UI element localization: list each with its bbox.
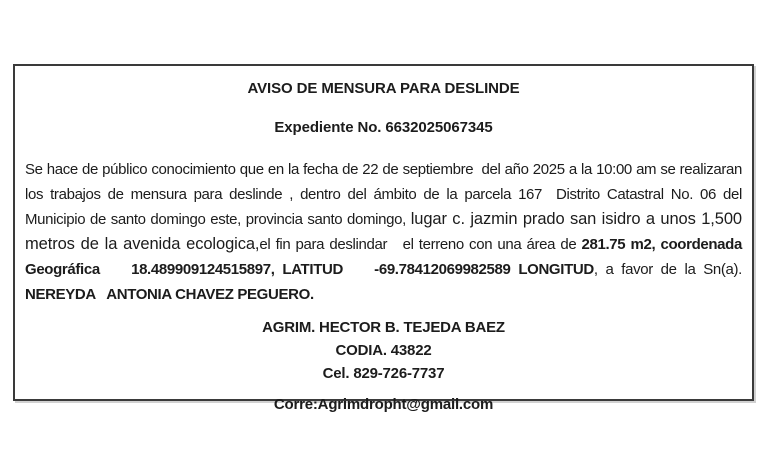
location-text: lugar c. jazmin prado san isidro a unos 1,500 metros de la avenida ecologica, <box>25 210 747 253</box>
coordinates-text: 281.75 m2, coordenada Geográfica 18.489909124515897, LATITUD -69.78412069982589 LONGITUD <box>25 236 746 278</box>
purpose-text: el fin para deslindar el terreno con una área de <box>259 236 582 253</box>
owner-name: NEREYDA ANTONIA CHAVEZ PEGUERO. <box>25 286 314 303</box>
notice-box <box>13 64 754 413</box>
notice-body <box>25 157 747 307</box>
expediente-number: Expediente No. 6632025067345 <box>274 119 493 136</box>
codia-number: CODIA. 43822 <box>335 342 432 359</box>
favor-text: , a favor de la Sn(a). <box>593 261 746 278</box>
surveyor-name: AGRIM. HECTOR B. TEJEDA BAEZ <box>262 319 505 336</box>
phone-number: Cel. 829-726-7737 <box>322 365 445 382</box>
notice-title: AVISO DE MENSURA PARA DESLINDE <box>247 80 520 97</box>
email-address: Corre:Agrimdropht@gmail.com <box>273 396 494 413</box>
body-intro-text: Se hace de público conocimiento que en la fecha de 22 de septiembre del año 2025 a la 10:00 am se realizaran los trabajos de mensura para deslinde , dentro del ámbito de la parcela 167 Distrito Catastral No. 06 del Municipio de santo domingo este, provincia santo domingo, <box>25 161 746 228</box>
surveyor-block <box>25 316 742 385</box>
